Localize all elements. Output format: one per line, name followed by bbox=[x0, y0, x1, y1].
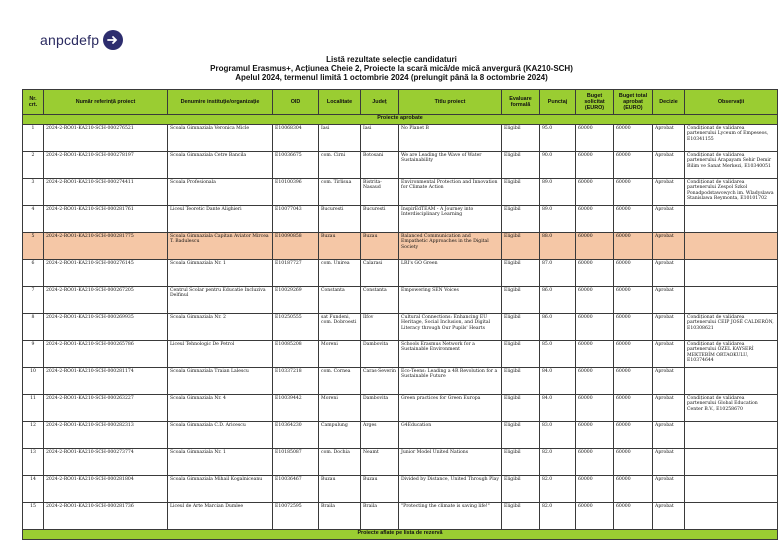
cell-county: Arges bbox=[361, 422, 399, 449]
cell-formal-evaluation: Eligibil bbox=[502, 449, 540, 476]
cell-budget-requested: 60000 bbox=[576, 260, 614, 287]
cell-budget-approved: 60000 bbox=[614, 503, 653, 530]
cell-observations bbox=[685, 368, 778, 395]
cell-oid: E10100396 bbox=[273, 179, 319, 206]
cell-locality: Iasi bbox=[319, 125, 361, 152]
cell-nr: 3 bbox=[23, 179, 44, 206]
cell-county: Ilfov bbox=[361, 314, 399, 341]
header-county: Județ bbox=[361, 90, 399, 115]
cell-nr: 7 bbox=[23, 287, 44, 314]
cell-decision: Aprobat bbox=[653, 449, 685, 476]
cell-decision: Aprobat bbox=[653, 125, 685, 152]
cell-oid: E10085208 bbox=[273, 341, 319, 368]
cell-ref: 2024-2-RO01-KA210-SCH-000276521 bbox=[44, 125, 168, 152]
cell-locality: Buzau bbox=[319, 476, 361, 503]
cell-county: Dambovita bbox=[361, 395, 399, 422]
cell-institution: Scoala Gimnaziala Nr. 1 bbox=[168, 260, 273, 287]
cell-formal-evaluation: Eligibil bbox=[502, 206, 540, 233]
cell-score: 84.0 bbox=[540, 368, 576, 395]
cell-decision: Aprobat bbox=[653, 395, 685, 422]
cell-observations: Condiționat de validarea partenerului Global Education Center B.V., E10258670 bbox=[685, 395, 778, 422]
cell-budget-requested: 60000 bbox=[576, 179, 614, 206]
cell-institution: Scoala Gimnaziala Veronica Micle bbox=[168, 125, 273, 152]
table-row bbox=[23, 503, 778, 530]
cell-observations bbox=[685, 206, 778, 233]
cell-institution: Scoala Gimnaziala Nr. 1 bbox=[168, 449, 273, 476]
cell-county: Buzau bbox=[361, 233, 399, 260]
cell-county: Botosani bbox=[361, 152, 399, 179]
cell-observations bbox=[685, 449, 778, 476]
cell-project-title: Balanced Communication and Empathetic Approaches in the Digital Society bbox=[399, 233, 502, 260]
logo-mark-icon bbox=[103, 30, 123, 50]
cell-oid: E10068304 bbox=[273, 125, 319, 152]
cell-nr: 10 bbox=[23, 368, 44, 395]
cell-budget-requested: 60000 bbox=[576, 395, 614, 422]
cell-oid: E10029269 bbox=[273, 287, 319, 314]
cell-locality: Constanta bbox=[319, 287, 361, 314]
document-heading bbox=[0, 55, 783, 82]
cell-budget-requested: 60000 bbox=[576, 287, 614, 314]
cell-ref: 2024-2-RO01-KA210-SCH-000281804 bbox=[44, 476, 168, 503]
header-budget-approved: Buget total aprobat (EURO) bbox=[614, 90, 653, 115]
cell-project-title: G4Education bbox=[399, 422, 502, 449]
header-institution: Denumire instituție/organizație bbox=[168, 90, 273, 115]
cell-budget-approved: 60000 bbox=[614, 233, 653, 260]
cell-decision: Aprobat bbox=[653, 260, 685, 287]
cell-score: 82.0 bbox=[540, 503, 576, 530]
cell-ref: 2024-2-RO01-KA210-SCH-000263227 bbox=[44, 395, 168, 422]
cell-budget-requested: 60000 bbox=[576, 422, 614, 449]
cell-score: 87.0 bbox=[540, 260, 576, 287]
cell-nr: 2 bbox=[23, 152, 44, 179]
cell-observations: Condiționat de validarea partenerului Arapayam Sehir Demir Bilim ve Sanat Merkezi, E10340051 bbox=[685, 152, 778, 179]
table-row bbox=[23, 314, 778, 341]
header-observations: Observații bbox=[685, 90, 778, 115]
cell-county: Caras-Severin bbox=[361, 368, 399, 395]
cell-score: 86.0 bbox=[540, 314, 576, 341]
cell-budget-approved: 60000 bbox=[614, 260, 653, 287]
cell-formal-evaluation: Eligibil bbox=[502, 395, 540, 422]
cell-budget-requested: 60000 bbox=[576, 206, 614, 233]
cell-locality: Bucuresti bbox=[319, 206, 361, 233]
cell-score: 84.0 bbox=[540, 395, 576, 422]
cell-oid: E10036675 bbox=[273, 152, 319, 179]
cell-project-title: Schools Erasmus Network for a Sustainable Environment bbox=[399, 341, 502, 368]
cell-nr: 13 bbox=[23, 449, 44, 476]
cell-formal-evaluation: Eligibil bbox=[502, 422, 540, 449]
cell-locality: com. Cornea bbox=[319, 368, 361, 395]
cell-locality: Moreni bbox=[319, 395, 361, 422]
cell-oid: E10250555 bbox=[273, 314, 319, 341]
cell-decision: Aprobat bbox=[653, 179, 685, 206]
table-row bbox=[23, 206, 778, 233]
cell-oid: E10039442 bbox=[273, 395, 319, 422]
cell-county: Bucuresti bbox=[361, 206, 399, 233]
cell-project-title: We are Leading the Wave of Water Sustainability bbox=[399, 152, 502, 179]
cell-project-title: Green practices for Green Europa bbox=[399, 395, 502, 422]
cell-formal-evaluation: Eligibil bbox=[502, 125, 540, 152]
cell-locality: Braila bbox=[319, 503, 361, 530]
cell-institution: Scoala Gimnaziala Mihail Kogalniceanu bbox=[168, 476, 273, 503]
cell-nr: 9 bbox=[23, 341, 44, 368]
cell-observations: Condiționat de validarea partenerului Zespol Szkol Ponadpodstawowych im. Wladyslawa Stanislawa Reymonta, E10101702 bbox=[685, 179, 778, 206]
cell-institution: Liceul Tehnologic De Petrol bbox=[168, 341, 273, 368]
cell-ref: 2024-2-RO01-KA210-SCH-000281761 bbox=[44, 206, 168, 233]
cell-formal-evaluation: Eligibil bbox=[502, 152, 540, 179]
cell-ref: 2024-2-RO01-KA210-SCH-000273774 bbox=[44, 449, 168, 476]
cell-score: 89.0 bbox=[540, 179, 576, 206]
cell-budget-requested: 60000 bbox=[576, 152, 614, 179]
cell-budget-requested: 60000 bbox=[576, 125, 614, 152]
table-row bbox=[23, 422, 778, 449]
cell-county: Constanta bbox=[361, 287, 399, 314]
cell-observations: Condiționat de validarea partenerului CEIP JOSÉ CALDERÓN, E10308621 bbox=[685, 314, 778, 341]
cell-project-title: No Planet B bbox=[399, 125, 502, 152]
header-score: Punctaj bbox=[540, 90, 576, 115]
cell-county: Neamt bbox=[361, 449, 399, 476]
title-line-2: Programul Erasmus+, Acțiunea Cheie 2, Proiecte la scară mică/de mică anvergură (KA210-SCH) bbox=[210, 64, 573, 73]
cell-observations bbox=[685, 233, 778, 260]
cell-locality: sat Fundeni, com. Dobroesti bbox=[319, 314, 361, 341]
cell-institution: Scoala Gimnaziala Nr. 2 bbox=[168, 314, 273, 341]
cell-observations bbox=[685, 422, 778, 449]
cell-budget-approved: 60000 bbox=[614, 206, 653, 233]
cell-budget-approved: 60000 bbox=[614, 422, 653, 449]
cell-decision: Aprobat bbox=[653, 503, 685, 530]
cell-ref: 2024-2-RO01-KA210-SCH-000276145 bbox=[44, 260, 168, 287]
cell-nr: 12 bbox=[23, 422, 44, 449]
cell-locality: Buzau bbox=[319, 233, 361, 260]
cell-project-title: Divided by Distance, United Through Play bbox=[399, 476, 502, 503]
cell-score: 83.0 bbox=[540, 422, 576, 449]
cell-decision: Aprobat bbox=[653, 152, 685, 179]
cell-budget-approved: 60000 bbox=[614, 395, 653, 422]
table-row bbox=[23, 368, 778, 395]
cell-budget-approved: 60000 bbox=[614, 287, 653, 314]
cell-budget-approved: 60000 bbox=[614, 152, 653, 179]
logo-text: anpcdefp bbox=[40, 32, 100, 48]
cell-decision: Aprobat bbox=[653, 314, 685, 341]
cell-institution: Liceul de Arte Marcian Dumlee bbox=[168, 503, 273, 530]
header-oid: OID bbox=[273, 90, 319, 115]
cell-budget-requested: 60000 bbox=[576, 233, 614, 260]
cell-score: 85.0 bbox=[540, 341, 576, 368]
cell-locality: com. Dochia bbox=[319, 449, 361, 476]
cell-county: Buzau bbox=[361, 476, 399, 503]
cell-oid: E10337218 bbox=[273, 368, 319, 395]
cell-oid: E10364230 bbox=[273, 422, 319, 449]
cell-score: 82.0 bbox=[540, 449, 576, 476]
title-line-3: Apelul 2024, termenul limită 1 octombrie 2024 (prelungit până la 8 octombrie 2024) bbox=[235, 73, 548, 82]
cell-oid: E10090858 bbox=[273, 233, 319, 260]
table-row bbox=[23, 179, 778, 206]
table-header-row bbox=[23, 90, 778, 115]
table-row bbox=[23, 395, 778, 422]
cell-formal-evaluation: Eligibil bbox=[502, 503, 540, 530]
cell-nr: 8 bbox=[23, 314, 44, 341]
cell-project-title: Environmental Protection and Innovation for Climate Action bbox=[399, 179, 502, 206]
header-formal-evaluation: Evaluare formală bbox=[502, 90, 540, 115]
section-approved bbox=[23, 115, 778, 125]
cell-score: 82.0 bbox=[540, 476, 576, 503]
cell-institution: Scoala Gimnaziala Nr. 4 bbox=[168, 395, 273, 422]
cell-nr: 1 bbox=[23, 125, 44, 152]
cell-formal-evaluation: Eligibil bbox=[502, 476, 540, 503]
cell-observations bbox=[685, 260, 778, 287]
table-row bbox=[23, 152, 778, 179]
cell-observations bbox=[685, 476, 778, 503]
table-row bbox=[23, 476, 778, 503]
cell-budget-requested: 60000 bbox=[576, 449, 614, 476]
cell-budget-approved: 60000 bbox=[614, 179, 653, 206]
cell-formal-evaluation: Eligibil bbox=[502, 179, 540, 206]
cell-county: Calarasi bbox=[361, 260, 399, 287]
cell-project-title: Cultural Connections: Enhancing EU Heritage, Social Inclusion, and Digital Literacy through Our Pupils' Hearts bbox=[399, 314, 502, 341]
title-line-1: Listă rezultate selecție candidaturi bbox=[326, 55, 457, 64]
cell-budget-approved: 60000 bbox=[614, 476, 653, 503]
section-reserve bbox=[23, 530, 778, 540]
cell-project-title: Empowering SEN Voices bbox=[399, 287, 502, 314]
cell-decision: Aprobat bbox=[653, 341, 685, 368]
cell-nr: 5 bbox=[23, 233, 44, 260]
cell-decision: Aprobat bbox=[653, 206, 685, 233]
cell-institution: Scoala Profesionala bbox=[168, 179, 273, 206]
results-table bbox=[22, 89, 778, 540]
cell-formal-evaluation: Eligibil bbox=[502, 287, 540, 314]
cell-formal-evaluation: Eligibil bbox=[502, 314, 540, 341]
table-row bbox=[23, 233, 778, 260]
cell-oid: E10072595 bbox=[273, 503, 319, 530]
cell-ref: 2024-2-RO01-KA210-SCH-000282313 bbox=[44, 422, 168, 449]
cell-budget-approved: 60000 bbox=[614, 449, 653, 476]
cell-project-title: "Protecting the climate is saving life!" bbox=[399, 503, 502, 530]
cell-observations bbox=[685, 503, 778, 530]
cell-nr: 11 bbox=[23, 395, 44, 422]
table-row bbox=[23, 287, 778, 314]
section-approved-label: Proiecte aprobate bbox=[23, 115, 778, 125]
cell-ref: 2024-2-RO01-KA210-SCH-000265786 bbox=[44, 341, 168, 368]
cell-observations: Condiționat de validarea partenerului Lyceum of Empeseos, E10341155 bbox=[685, 125, 778, 152]
cell-ref: 2024-2-RO01-KA210-SCH-000281736 bbox=[44, 503, 168, 530]
anpcdefp-logo bbox=[40, 30, 123, 50]
cell-formal-evaluation: Eligibil bbox=[502, 260, 540, 287]
cell-budget-approved: 60000 bbox=[614, 314, 653, 341]
cell-ref: 2024-2-RO01-KA210-SCH-000267205 bbox=[44, 287, 168, 314]
cell-oid: E10077043 bbox=[273, 206, 319, 233]
cell-locality: Moreni bbox=[319, 341, 361, 368]
cell-budget-requested: 60000 bbox=[576, 368, 614, 395]
cell-observations: Condiționat de validarea partenerului ÖZEL KAYSERİ MEKTEBİM ORTAOKULU, E10374644 bbox=[685, 341, 778, 368]
table-row bbox=[23, 341, 778, 368]
cell-score: 88.0 bbox=[540, 233, 576, 260]
cell-nr: 6 bbox=[23, 260, 44, 287]
cell-budget-requested: 60000 bbox=[576, 341, 614, 368]
cell-county: Bistrita-Nasaud bbox=[361, 179, 399, 206]
cell-institution: Scoala Gimnaziala Traian Lalescu bbox=[168, 368, 273, 395]
cell-project-title: LRI's GO Green bbox=[399, 260, 502, 287]
cell-nr: 14 bbox=[23, 476, 44, 503]
cell-decision: Aprobat bbox=[653, 233, 685, 260]
cell-observations bbox=[685, 287, 778, 314]
cell-institution: Scoala Gimnaziala Cetre Bancila bbox=[168, 152, 273, 179]
cell-project-title: Eco-Teens: Leading a 4R Revolution for a Sustainable Future bbox=[399, 368, 502, 395]
cell-formal-evaluation: Eligibil bbox=[502, 368, 540, 395]
table-row bbox=[23, 125, 778, 152]
cell-nr: 15 bbox=[23, 503, 44, 530]
cell-formal-evaluation: Eligibil bbox=[502, 341, 540, 368]
cell-institution: Scoala Gimnaziala C.D. Aricescu bbox=[168, 422, 273, 449]
cell-ref: 2024-2-RO01-KA210-SCH-000274411 bbox=[44, 179, 168, 206]
cell-decision: Aprobat bbox=[653, 476, 685, 503]
section-reserve-label: Proiecte aflate pe lista de rezervă bbox=[23, 530, 778, 540]
table-row bbox=[23, 260, 778, 287]
cell-oid: E10036467 bbox=[273, 476, 319, 503]
cell-budget-requested: 60000 bbox=[576, 476, 614, 503]
header-nr: Nr. crt. bbox=[23, 90, 44, 115]
cell-oid: E10185087 bbox=[273, 449, 319, 476]
cell-ref: 2024-2-RO01-KA210-SCH-000281174 bbox=[44, 368, 168, 395]
cell-decision: Aprobat bbox=[653, 422, 685, 449]
cell-budget-requested: 60000 bbox=[576, 314, 614, 341]
table-row bbox=[23, 449, 778, 476]
cell-score: 89.0 bbox=[540, 206, 576, 233]
cell-nr: 4 bbox=[23, 206, 44, 233]
cell-locality: com. Cirni bbox=[319, 152, 361, 179]
cell-oid: E10187727 bbox=[273, 260, 319, 287]
cell-formal-evaluation: Eligibil bbox=[502, 233, 540, 260]
cell-project-title: InspirEdTEAM - A Journey into Interdisciplinary Learning bbox=[399, 206, 502, 233]
cell-institution: Scoala Gimnaziala Capitan Aviator Mircea T. Badulescu bbox=[168, 233, 273, 260]
cell-institution: Centrul Scolar pentru Educatie Incluziva Delfinul bbox=[168, 287, 273, 314]
cell-locality: Campulung bbox=[319, 422, 361, 449]
header-budget-requested: Buget solicitat (EURO) bbox=[576, 90, 614, 115]
cell-county: Iasi bbox=[361, 125, 399, 152]
cell-project-title: Junior Model United Nations bbox=[399, 449, 502, 476]
cell-decision: Aprobat bbox=[653, 368, 685, 395]
cell-county: Braila bbox=[361, 503, 399, 530]
cell-county: Dambovita bbox=[361, 341, 399, 368]
cell-score: 95.0 bbox=[540, 125, 576, 152]
cell-institution: Liceul Teoretic Dante Alighieri bbox=[168, 206, 273, 233]
header-project-title: Titlu proiect bbox=[399, 90, 502, 115]
cell-budget-requested: 60000 bbox=[576, 503, 614, 530]
cell-budget-approved: 60000 bbox=[614, 125, 653, 152]
cell-decision: Aprobat bbox=[653, 287, 685, 314]
header-ref: Număr referință proiect bbox=[44, 90, 168, 115]
cell-budget-approved: 60000 bbox=[614, 368, 653, 395]
cell-ref: 2024-2-RO01-KA210-SCH-000281775 bbox=[44, 233, 168, 260]
cell-budget-approved: 60000 bbox=[614, 341, 653, 368]
cell-score: 90.0 bbox=[540, 152, 576, 179]
header-decision: Decizie bbox=[653, 90, 685, 115]
cell-locality: com. Unirea bbox=[319, 260, 361, 287]
cell-locality: com. Tirlisua bbox=[319, 179, 361, 206]
cell-ref: 2024-2-RO01-KA210-SCH-000278197 bbox=[44, 152, 168, 179]
header-locality: Localitate bbox=[319, 90, 361, 115]
cell-ref: 2024-2-RO01-KA210-SCH-000269935 bbox=[44, 314, 168, 341]
cell-score: 86.0 bbox=[540, 287, 576, 314]
